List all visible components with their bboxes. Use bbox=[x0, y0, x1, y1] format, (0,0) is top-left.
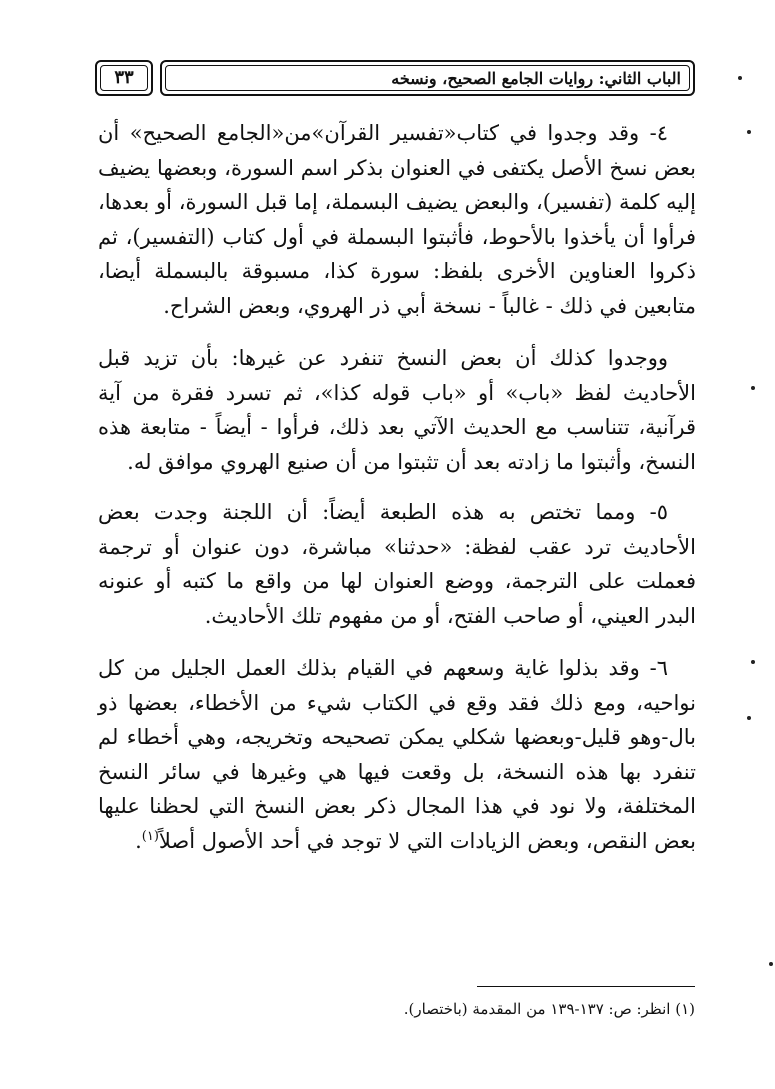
margin-speck bbox=[751, 660, 755, 664]
margin-speck bbox=[747, 130, 751, 134]
running-header bbox=[95, 60, 695, 98]
page-number: ٣٣ bbox=[114, 67, 134, 88]
paragraph-5-text: ٥- ومما تختص به هذه الطبعة أيضاً: أن اللجنة وجدت بعض الأحاديث ترد عقب لفظة: «حدثنا» مباشرة، دون عنوان أو ترجمة فعملت على الترجمة، ووضع العنوان لها من واقع ما كتبه أو عنونه البدر العيني، أو صاحب الفتح، أو من مفهوم تلك الأحاديث. bbox=[98, 500, 696, 628]
paragraph-4 bbox=[98, 116, 696, 323]
footnote: (١) انظر: ص: ١٣٧-١٣٩ من المقدمة (باختصار). bbox=[403, 1000, 695, 1018]
margin-speck bbox=[769, 962, 773, 966]
page-number-frame bbox=[95, 60, 153, 96]
paragraph-4-continued-text: ووجدوا كذلك أن بعض النسخ تنفرد عن غيرها: بأن تزيد قبل الأحاديث لفظ «باب» أو «باب قوله كذا»، ثم تسرد فقرة من آية قرآنية، تتناسب مع الحديث الآتي بعد ذلك، فرأوا - أيضاً - متابعة هذه النسخ، وأثبتوا ما زادته بعد أن تثبتوا من أن صنيع الهروي موافق له. bbox=[98, 346, 696, 474]
paragraph-4-text: ٤- وقد وجدوا في كتاب«تفسير القرآن»من«الجامع الصحيح» أن بعض نسخ الأصل يكتفى في العنوان بذكر اسم السورة، وبعضها يضيف إليه كلمة (تفسير)، والبعض يضيف البسملة، إما قبل السورة، أو بعدها، فرأوا أن يأخذوا بالأحوط، فأثبتوا البسملة في أول كتاب (التفسير)، ثم ذكروا العناوين الأخرى بلفظ: سورة كذا، مسبوقة بالبسملة أيضا، متابعين في ذلك - غالباً - نسخة أبي ذر الهروي، وبعض الشراح. bbox=[98, 121, 696, 318]
margin-speck bbox=[747, 716, 751, 720]
paragraph-4-continued bbox=[98, 341, 696, 479]
paragraph-6-text: ٦- وقد بذلوا غاية وسعهم في القيام بذلك العمل الجليل من كل نواحيه، ومع ذلك فقد وقع في الكتاب شيء من الأخطاء، بعضها ذو بال-وهو قليل-وبعضها شكلي يمكن تصحيحه وتخريجه، وهي أخطاء لم تنفرد بها هذه النسخة، بل وقعت فيها هي وغيرها في سائر النسخ المختلفة، ولا نود في هذا المجال ذكر بعض النسخ التي لحظنا عليها بعض النقص، وبعض الزيادات التي لا توجد في أحد الأصول أصلاً bbox=[98, 656, 696, 853]
footnote-separator bbox=[477, 986, 695, 987]
chapter-title: الباب الثاني: روايات الجامع الصحيح، ونسخه bbox=[391, 69, 681, 88]
margin-speck bbox=[738, 76, 742, 80]
paragraph-5 bbox=[98, 495, 696, 633]
margin-speck bbox=[751, 386, 755, 390]
footnote-reference: (١) bbox=[141, 828, 159, 844]
header-title-frame bbox=[160, 60, 695, 96]
paragraph-6: ٦- وقد بذلوا غاية وسعهم في القيام بذلك العمل الجليل من كل نواحيه، ومع ذلك فقد وقع في الكتاب شيء من الأخطاء، بعضها ذو بال-وهو قليل-وبعضها شكلي يمكن تصحيحه وتخريجه، وهي أخطاء لم تنفرد بها هذه النسخة، بل وقعت فيها هي وغيرها في سائر النسخ المختلفة، ولا نود في هذا المجال ذكر بعض النسخ التي لحظنا عليها بعض النقص، وبعض الزيادات التي لا توجد في أحد الأصول أصلاً$^{(١)}$. bbox=[98, 656, 696, 853]
page-body bbox=[98, 116, 696, 858]
